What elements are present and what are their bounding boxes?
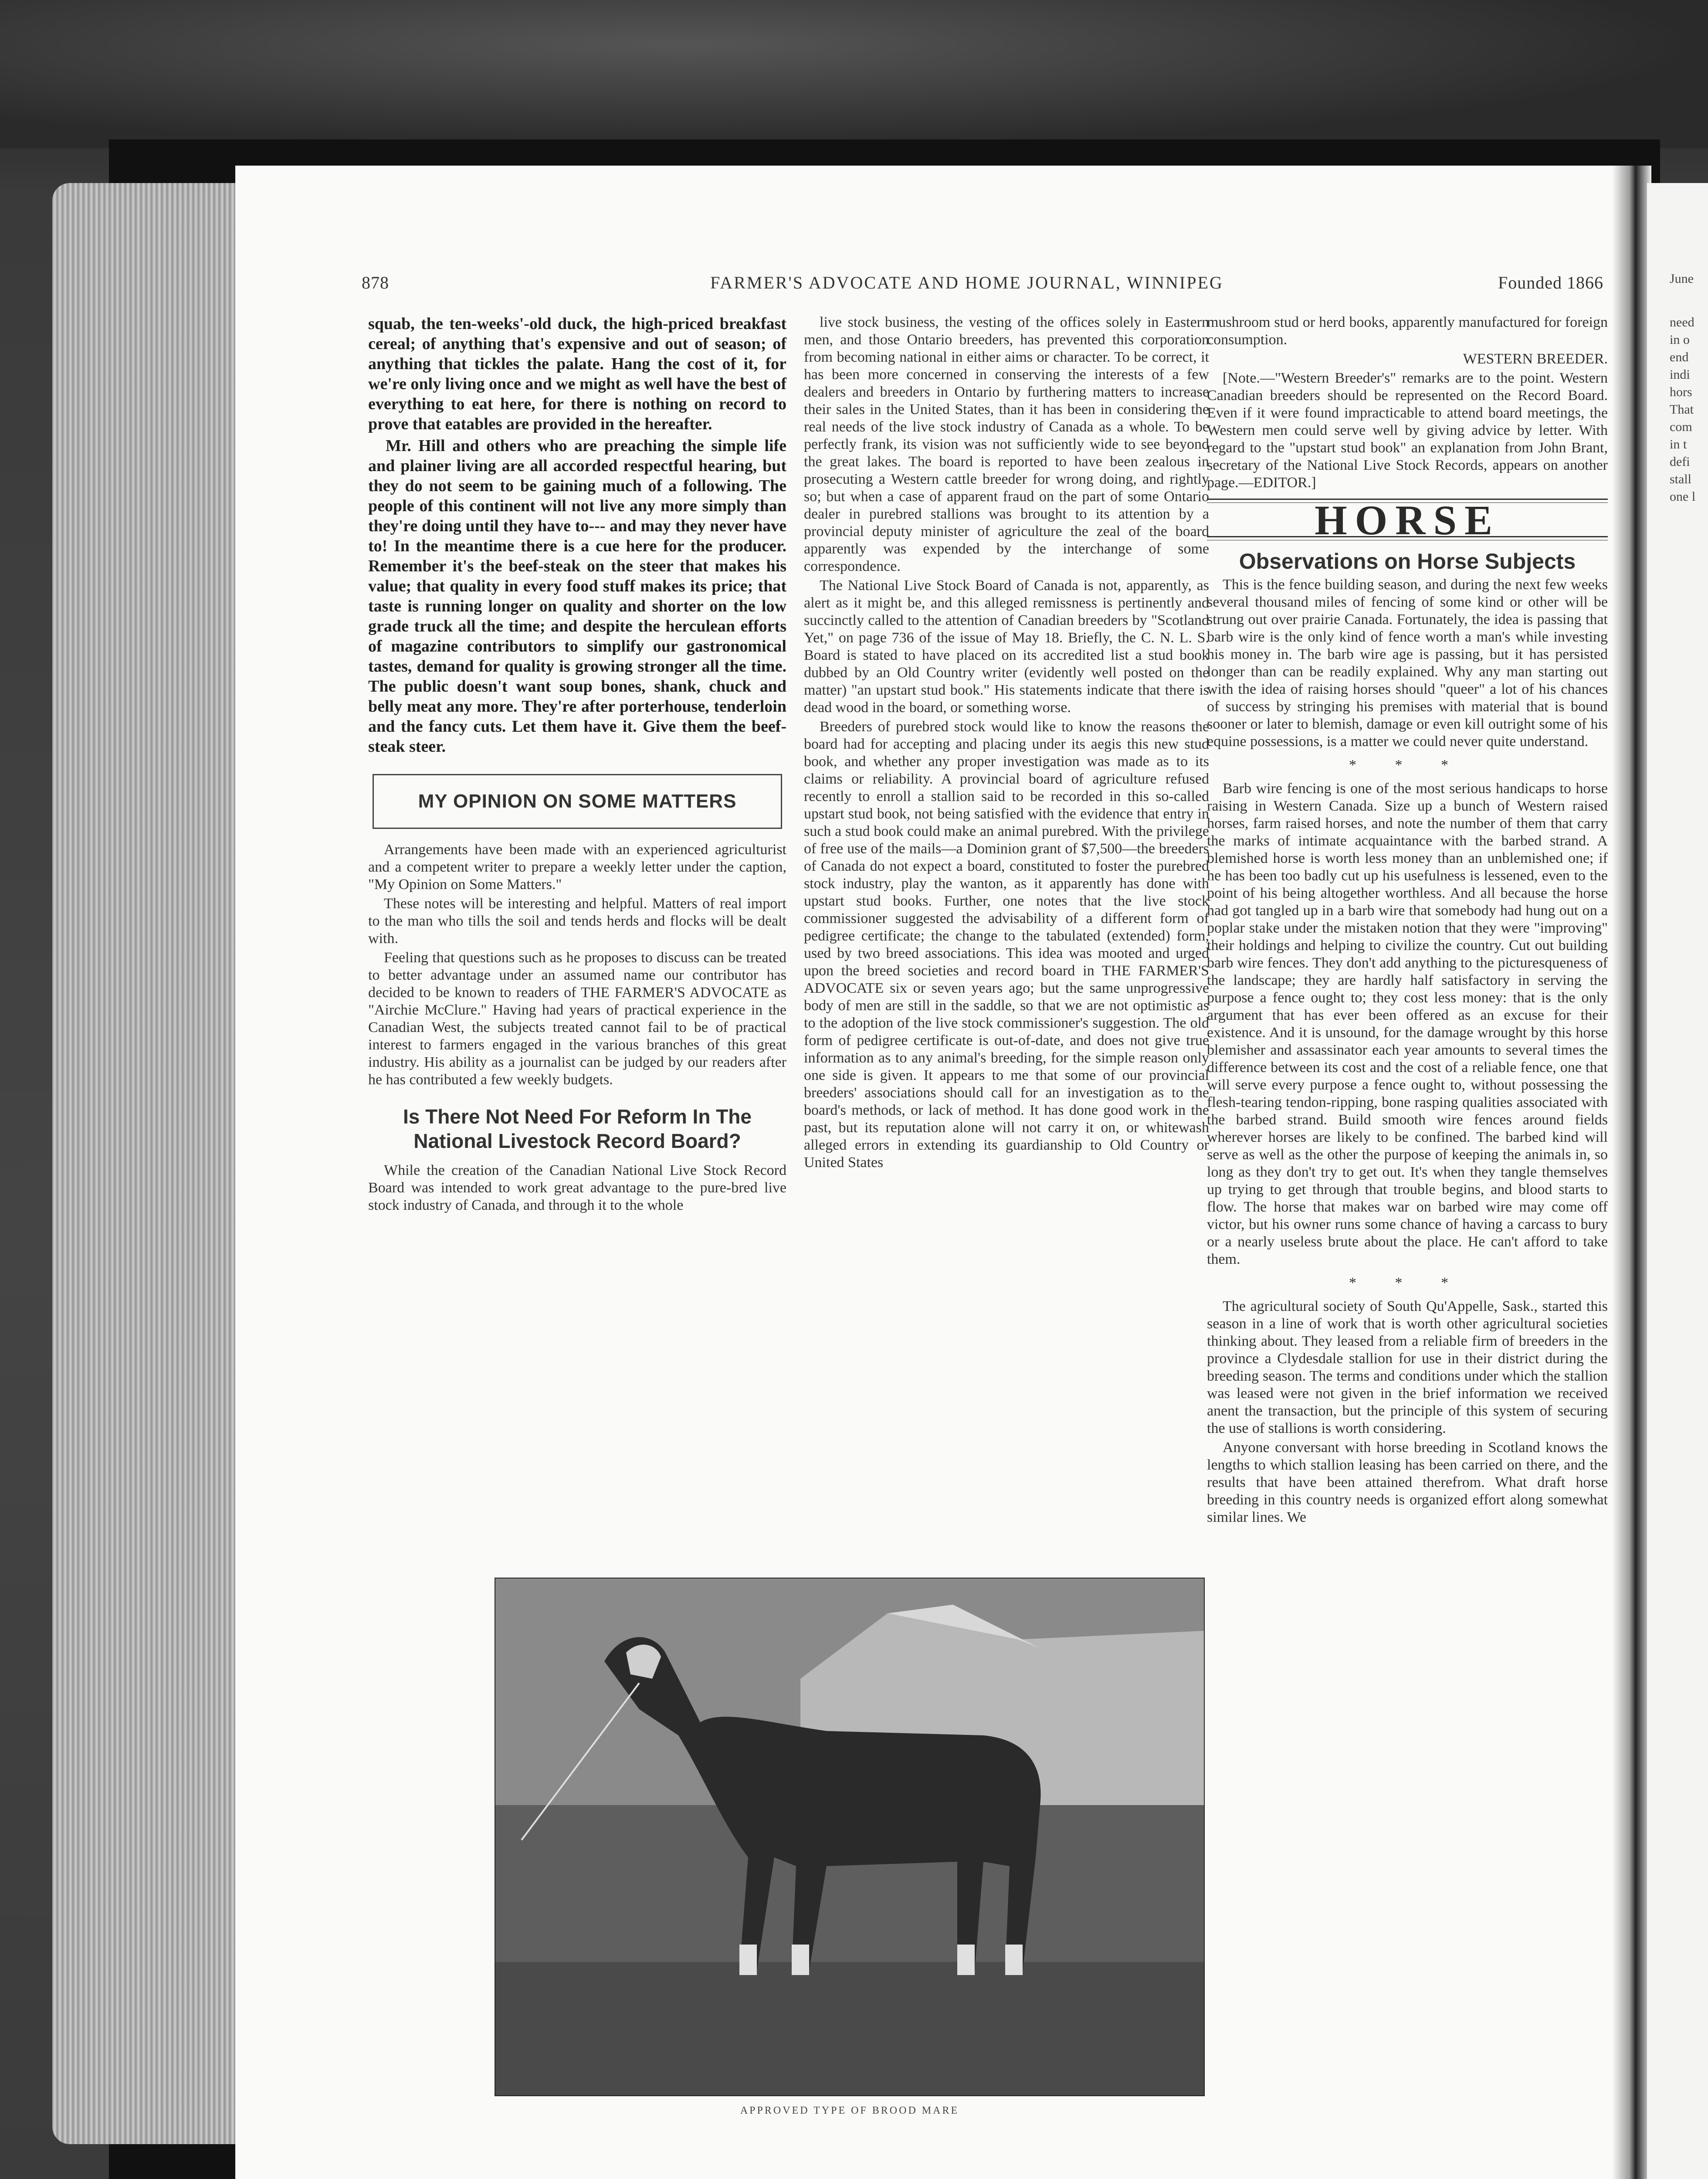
paragraph: These notes will be interesting and helpful. Matters of real import to the man who tills the soil and tends herds and flocks will be dealt with. — [368, 896, 786, 947]
paragraph: squab, the ten-weeks'-old duck, the high-priced breakfast cereal; of anything that's expensive and out of season; of anything that tickles the palate. Hang the cost of it, for we're only living once and we might as well have the best of everything to eat here, for there is nothing on record to prove that eatables are provided in the hereafter. — [368, 315, 786, 433]
paragraph: While the creation of the Canadian National Live Stock Record Board was intended to work great advantage to the pure-bred live stock industry of Canada, and through it to the whole — [368, 1162, 786, 1213]
paragraph: The agricultural society of South Qu'Appelle, Sask., started this season in a line of work that is worth other agricultural societies thinking about. They leased from a reliable firm of breeders in the province a Clydesdale stallion for use in their district during the breeding season. The terms and conditions under which the stallion was leased were not given in the brief information we received anent the transaction, but the principle of this system of securing the use of stallions is worth considering. — [1207, 1298, 1608, 1436]
fragment: com — [1670, 420, 1692, 434]
paragraph: Feeling that questions such as he proposes to discuss can be treated to better advantage under an assumed name our contributor has decided to be known to readers of THE FARMER'S ADVOCATE as "Airchie McClure." Having had years of practical experience in the Canadian West, the subjects treated cannot fail to be of practical interest to farmers engaged in the various branches of this great industry. His ability as a journalist can be judged by our readers after he has contributed a few weekly budgets. — [368, 950, 786, 1088]
paragraph: Breeders of purebred stock would like to know the reasons the board had for accepting and placing under its aegis this new stud book, and whether any proper investigation was made as to its claims or reliability. A provincial board of agriculture refused recently to enroll a stallion said to be recorded in this so-called upstart stud book, not being satisfied with the evidence that entry in such a stud book could make an animal purebred. With the privilege of free use of the mails—a Dominion grant of $7,500—the breeders of Canada do not expect a board, constituted to foster the purebred stock industry, play the wanton, as it apparently has done with upstart stud books. Further, one notes that the live stock commissioner suggested the advisability of a different form of pedigree certificate; the change to the tabulated (extended) form, used by two breed associations. This idea was mooted and urged upon the breed societies and record board in THE FARMER'S ADVOCATE six or seven years ago; but the same unprogressive body of men are still in the saddle, so that we are not optimistic as to the adoption of the live stock commissioner's suggestion. The old form of pedigree certificate is out-of-date, and does not give true information as to any animal's breeding, for the simple reason only one side is given. It appears to me that some of our provincial breeders' associations should call for an investigation as to the board's methods, or lack of method. It has done good work in the past, but its reputation alone will not carry it on, or whitewash alleged errors in extending its guardianship to Old Country or United States — [804, 719, 1209, 1171]
next-page-header: June — [1670, 272, 1694, 286]
paragraph: Barb wire fencing is one of the most serious handicaps to horse raising in Western Canada. Size up a bunch of Western raised horses, farm raised horses, and note the number of them that carry the marks of intimate acquaintance with the barbed strand. A blemished horse is worth less money than an unblemished one; if he has been too badly cut up his usefulness is lessened, even to the point of his being altogether worthless. And all because the horse had got tangled up in a barb wire that somebody had hung out on a poplar stake under the mistaken notion that they were "improving" their holdings and helping to civilize the country. Cut out building barb wire fences. They don't add anything to the picturesqueness of the landscape; they are hardly half satisfactory in serving the purpose a fence ought to; they cost less money: that is the only argument that has ever been offered as an excuse for their existence. And it is unsound, for the damage wrought by this horse blemisher and assassinator each year amounts to several times the difference between its cost and the cost of a reliable fence, one that will serve every purpose a fence ought to, without possessing the flesh-tearing tendon-ripping, bone rasping qualities associated with the barbed strand. Build smooth wire fences around fields wherever horses are likely to be confined. The barbed kind will serve as well as the other the purpose of keeping the animals in, so long as they don't try to get out. It's when they tangle themselves up trying to get through that trouble begins, and blood starts to flow. The horse that makes war on barbed wire may come off victor, but his owner runs some chance of having a carcass to bury or a nearly useless brute about the place. He can't afford to take them. — [1207, 781, 1608, 1267]
fragment: end — [1670, 350, 1689, 364]
column-2 — [804, 314, 1209, 1173]
fragment: indi — [1670, 367, 1690, 382]
paragraph: This is the fence building season, and during the next few weeks several thousand miles of fencing of some kind or other will be strung out over prairie Canada. Fortunately, the idea is passing that barb wire is the only kind of fence worth a man's while investing his money in. The barb wire age is passing, but it has persisted longer than can be readily explained. Why any man starting out with the idea of raising horses should "queer" a lot of his chances of success by stringing his premises with material that is bound sooner or later to blemish, damage or even kill outright some of his equine possessions, is a matter we could never quite understand. — [1207, 577, 1608, 750]
fragment: That — [1670, 402, 1694, 417]
founded-note: Founded 1866 — [1498, 273, 1603, 292]
paragraph: live stock business, the vesting of the offices solely in Eastern men, and those Ontario breeders, has prevented this corporation from becoming national in either aims or character. To be correct, it has been more concerned in conserving the interests of a few dealers and breeders in Ontario by furthering matters to increase their sales in the United States, than it has been in considering the real needs of the live stock industry of Canada as a whole. To be perfectly frank, its vision was not sufficiently wide to see beyond the great lakes. The board is reported to have been zealous in prosecuting a Western cattle breeder for wrong doing, and rightly so; but when a case of apparent fraud on the part of some Ontario dealer in purebred stallions was brought to its attention by a provincial deputy minister of agriculture the zeal of the board apparently was expended by the interchange of some correspondence. — [804, 314, 1209, 574]
book-gutter — [1612, 166, 1651, 2179]
fragment: hors — [1670, 385, 1692, 399]
scanner-top-shadow — [0, 0, 1708, 148]
page-number: 878 — [362, 273, 389, 292]
photo-caption: APPROVED TYPE OF BROOD MARE — [740, 2105, 959, 2116]
lead-article — [368, 314, 786, 757]
paragraph: The National Live Stock Board of Canada is not, apparently, as alert as it might be, and this alleged remissness is pertinently and succinctly called to the attention of Canadian breeders by "Scotland Yet," on page 736 of the issue of May 18. Briefly, the C. N. L. S. Board is stated to have placed on its accredited list a stud book dubbed by an Old Country writer (evidently well posted on the matter) "an upstart stud book." His statements indicate that there is dead wood in the board, or something worse. — [804, 577, 1209, 716]
paragraph: Mr. Hill and others who are preaching the simple life and plainer living are all accorded respectful hearing, but they do not seem to be gaining much of a following. The people of this continent will not live any more simply than they're doing until they have to--- and may they never have to! In the meantime there is a cue here for the producer. Remember it's the beef-steak on the steer that makes his value; that quality in every food stuff makes its price; that taste is running longer on quality and shorter on the low grade truck all the time; and despite the herculean efforts of magazine contributors to simplify our gastronomical tastes, demand for quality is growing stronger all the time. The public doesn't want soup bones, shank, chuck and belly meat any more. They're after porterhouse, tenderloin and the fancy cuts. Let them have it. Give them the beef-steak steer. — [368, 437, 786, 756]
running-header — [362, 272, 1603, 303]
my-opinion-box-heading: MY OPINION ON SOME MATTERS — [373, 774, 782, 829]
column-1 — [368, 314, 786, 1216]
fragment: stall — [1670, 472, 1691, 486]
fragment: need — [1670, 315, 1694, 329]
editor-note: [Note.—"Western Breeder's" remarks are to the point. Western Canadian breeders should be represented on the Record Board. Even if it were found impracticable to attend board meetings, the Western men could serve well by giving advice by letter. With regard to the "upstart stud book" an explanation from John Brant, secretary of the National Live Stock Records, appears on another page.—EDITOR.] — [1207, 370, 1608, 491]
brood-mare-photo — [495, 1578, 1205, 2096]
paragraph: Anyone conversant with horse breeding in Scotland knows the lengths to which stallion leasing has been carried on there, and the results that have been attained therefrom. What draft horse breeding in this country needs is organized effort along somewhat similar lines. We — [1207, 1439, 1608, 1525]
fragment: defi — [1670, 455, 1690, 469]
separator-stars: * * * — [1349, 1275, 1466, 1291]
paragraph: Arrangements have been made with an experienced agriculturist and a competent writer to prepare a weekly letter under the caption, "My Opinion on Some Matters." — [368, 842, 786, 893]
horse-illustration — [495, 1578, 1205, 2096]
section-heading-horse: HORSE — [1314, 497, 1501, 543]
paragraph: mushroom stud or herd books, apparently manufactured for foreign consumption. — [1207, 314, 1608, 348]
separator-stars: * * * — [1349, 757, 1466, 773]
column-3 — [1207, 314, 1608, 1528]
fragment: in o — [1670, 333, 1690, 347]
signature: WESTERN BREEDER. — [1463, 351, 1608, 367]
record-board-headline: Is There Not Need For Reform In The National Livestock Record Board? — [403, 1105, 752, 1152]
fragment: one l — [1670, 489, 1696, 504]
horse-subjects-subhead: Observations on Horse Subjects — [1239, 549, 1576, 574]
journal-title: FARMER'S ADVOCATE AND HOME JOURNAL, WINNIPEG — [710, 273, 1223, 292]
fragment: in t — [1670, 437, 1687, 451]
